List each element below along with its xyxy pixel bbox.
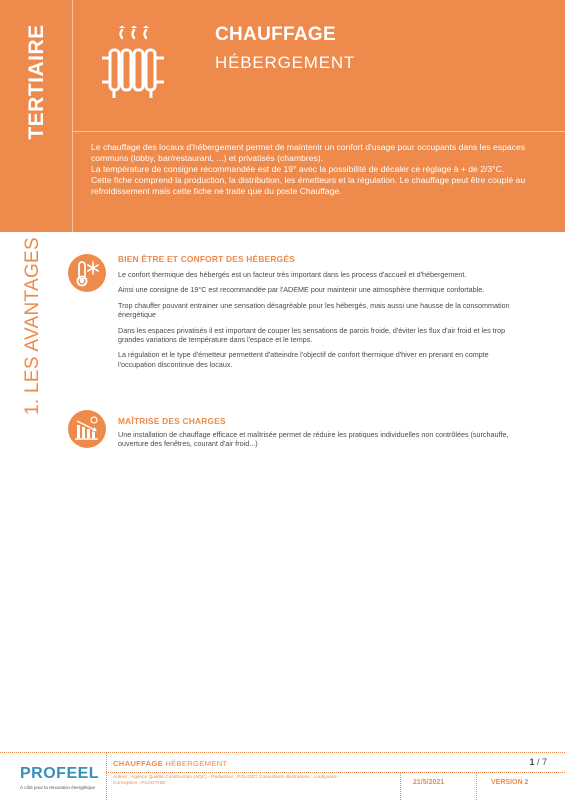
block-paragraph: Une installation de chauffage efficace et maîtrisée permet de réduire les pratiques individuelles non contrôlées (surchauffe, ouverture des fenêtres, courant d'air froid...) — [118, 430, 509, 449]
block-paragraph: Le confort thermique des hébergés est un facteur très important dans les process d'accueil et d'hébergement. — [118, 270, 467, 279]
footer-title-rest: HÉBERGEMENT — [162, 759, 228, 768]
page-subtitle: HÉBERGEMENT — [215, 53, 356, 72]
footer-divider — [476, 772, 477, 800]
footer-title-bold: CHAUFFAGE — [113, 759, 163, 768]
block-paragraph: Ainsi une consigne de 19°C est recommandée par l'ADEME pour maintenir une atmosphère thermique confortable. — [118, 285, 485, 295]
header-band — [0, 0, 565, 232]
block-paragraph: La régulation et le type d'émetteur permettent d'atteindre l'objectif de confort thermique d'hiver en prenant en compte l'occupation discontinue des locaux. — [118, 350, 489, 369]
footer-divider — [400, 772, 401, 800]
intro-text — [91, 142, 531, 197]
footer-divider — [106, 752, 107, 800]
profeel-logo — [18, 763, 100, 793]
block-body-charges — [118, 430, 523, 455]
header-divider — [73, 131, 565, 132]
footer-divider — [0, 752, 565, 753]
block-title-charges: MAÎTRISE DES CHARGES — [118, 416, 226, 426]
logo-text: PROFEEL — [20, 765, 100, 782]
radiator-icon — [100, 26, 168, 100]
block-paragraph: Trop chauffer pouvant entrainer une sensation désagréable pour les hébergés, mais aussi une hausse de la consommation énergétique — [118, 300, 510, 320]
footer-title — [113, 759, 227, 768]
footer-version: VERSION 2 — [491, 779, 529, 786]
logo-tagline: À côté pour la rénovation énergétique — [20, 785, 96, 790]
category-strip — [0, 0, 73, 232]
block-title-confort: BIEN ÊTRE ET CONFORT DES HÉBERGÉS — [118, 254, 295, 264]
page-current: 1 — [529, 757, 535, 767]
intro-paragraph: La température de consigne recommandée est de 19° avec la possibilité de décaler ce réglage à + de 2/3°C. — [91, 164, 505, 174]
footer-credits: Auteur : Agence Qualité Construction (AQC) - Rédacteur : POUGET Consultants Illustrations : Loubyvans - Conception : PLOOTHIE — [113, 775, 340, 786]
page-total: / 7 — [534, 757, 547, 767]
footer-divider — [106, 772, 565, 773]
block-paragraph: Dans les espaces privatisés il est important de couper les sensations de parois froide, d'éviter les flux d'air froid et les trop grandes variations de température dans l'espace et le temps. — [118, 325, 506, 345]
decreasing-chart-icon — [68, 410, 106, 448]
intro-paragraph: Le chauffage des locaux d'hébergement permet de maintenir un confort d'usage pour occupants dans les espaces communs (lobby, bar/restaurant, ...) et privatisés (chambres). — [91, 142, 526, 163]
footer-date: 21/5/2021 — [413, 779, 445, 786]
category-label: TERTIAIRE — [25, 24, 48, 140]
intro-paragraph: Cette fiche comprend la production, la distribution, les émetteurs et la régulation. Le chauffage peut être couplé au refroidissement mais cette fiche ne traite que du poste Chauffage. — [91, 175, 526, 196]
section-title: 1. LES AVANTAGES — [22, 237, 43, 415]
page-number — [529, 757, 547, 767]
thermometer-snowflake-icon — [68, 254, 106, 292]
block-body-confort — [118, 270, 523, 375]
page-title: CHAUFFAGE — [215, 24, 336, 45]
